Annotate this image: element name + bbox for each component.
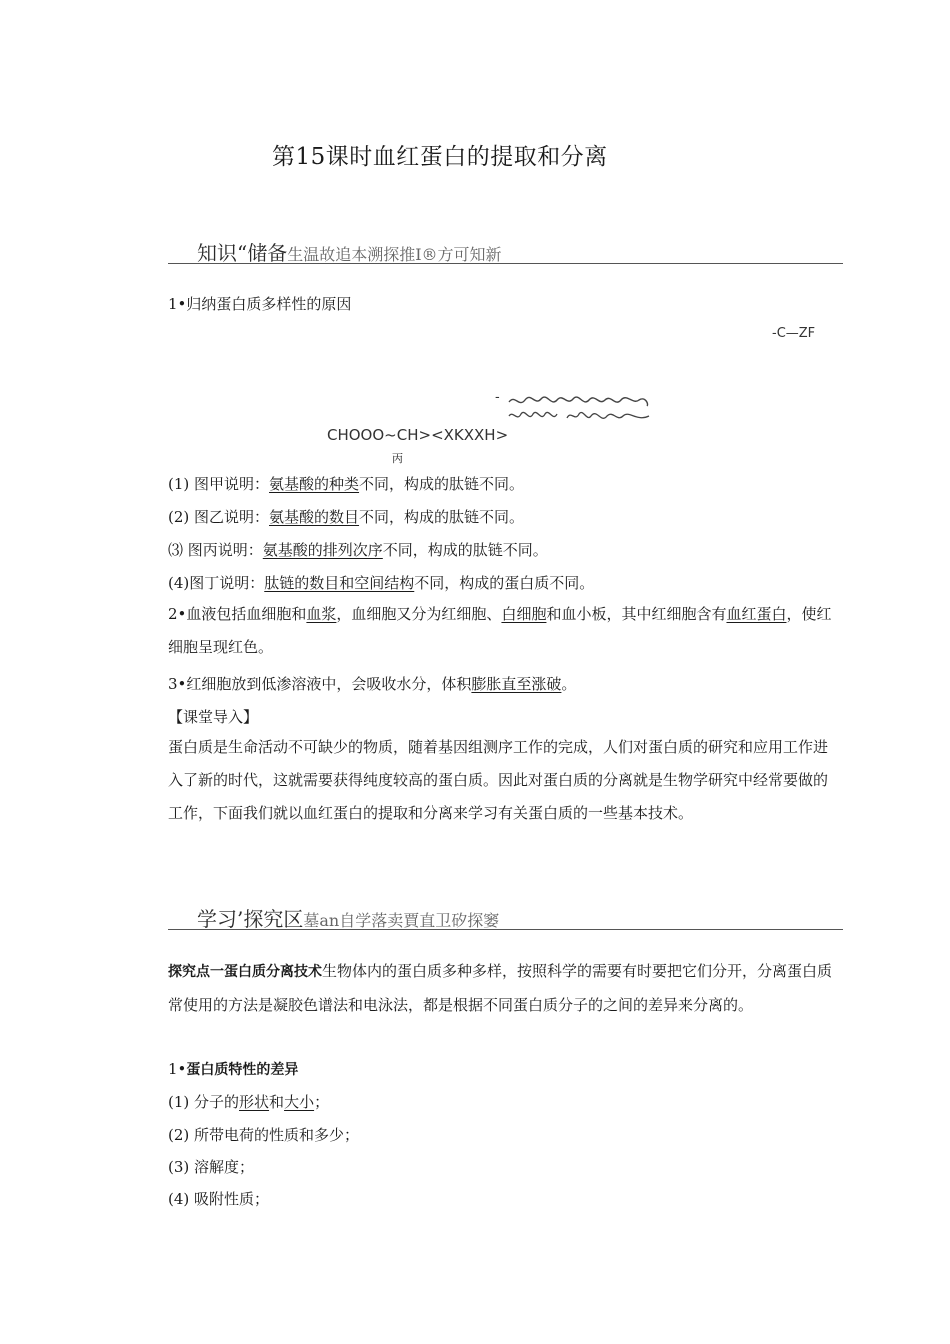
property-1-post: ；	[314, 1093, 330, 1111]
protein-squiggle-figure	[505, 392, 655, 432]
explanation-3	[168, 540, 548, 560]
section-header-main: 知识“储备	[197, 241, 288, 265]
section-header-sub-2: 墓an自学落卖賈直卫矽探窭	[303, 911, 500, 930]
section-divider	[168, 263, 843, 264]
figure-chain-label: CHOOO~CH><XKXXH>	[327, 426, 509, 444]
property-1-answer-shape: 形状	[239, 1093, 270, 1111]
explanation-2	[168, 507, 524, 527]
explanation-1	[168, 474, 524, 494]
explanation-4-pre: (4)图丁说明：	[168, 574, 265, 592]
explanation-1-post: 不同，构成的肽链不同。	[359, 475, 525, 493]
intro-heading: 【课堂导入】	[168, 708, 259, 726]
item-3-b: 。	[561, 675, 577, 693]
item-3-a: 3•红细胞放到低渗溶液中，会吸收水分，体积	[168, 675, 472, 693]
sub-1-prefix: 1•	[168, 1060, 187, 1078]
explanation-1-answer: 氨基酸的种类	[269, 475, 360, 493]
item-2-answer-hemoglobin: 血红蛋白	[726, 605, 787, 623]
sub-1-bold: 蛋白质特性的差异	[186, 1062, 299, 1078]
squiggle-chain-1	[509, 397, 648, 406]
section-header-sub: 生温故追本溯探推I®方可知新	[287, 245, 502, 264]
item-2-d: ，使红细胞呈现红色。	[168, 605, 832, 656]
explanation-2-pre: (2) 图乙说明：	[168, 508, 270, 526]
property-1-answer-size: 大小	[284, 1093, 315, 1111]
explanation-3-post: 不同，构成的肽链不同。	[382, 541, 548, 559]
explanation-3-pre: ⑶ 图丙说明：	[168, 541, 263, 559]
explanation-4-answer: 肽链的数目和空间结构	[264, 574, 415, 592]
squiggle-chain-2	[509, 412, 649, 418]
figure-dash: -	[495, 390, 500, 405]
item-1-title: 1•归纳蛋白质多样性的原因	[168, 295, 352, 313]
property-1-mid: 和	[269, 1093, 285, 1111]
figure-label-top: -C—ZF	[772, 326, 816, 341]
figure-label-bing: 丙	[392, 452, 403, 465]
explanation-2-post: 不同，构成的肽链不同。	[359, 508, 525, 526]
item-2-b: ，血细胞又分为红细胞、	[336, 605, 502, 623]
sub-1-title	[168, 1059, 298, 1080]
explore-point-title: 探究点一蛋白质分离技术	[168, 964, 322, 980]
explanation-2-answer: 氨基酸的数目	[269, 508, 360, 526]
item-2-c: 和血小板，其中红细胞含有	[546, 605, 727, 623]
item-2-a: 2•血液包括血细胞和	[168, 605, 307, 623]
property-3: (3) 溶解度；	[168, 1158, 255, 1176]
item-2-answer-wbc: 白细胞	[501, 605, 547, 623]
section-header-explore	[197, 903, 499, 932]
property-2: (2) 所带电荷的性质和多少；	[168, 1126, 360, 1144]
explanation-1-pre: (1) 图甲说明：	[168, 475, 270, 493]
explore-point-text: 生物体内的蛋白质多种多样，按照科学的需要有时要把它们分开，分离蛋白质常使用的方法是凝胶色谱法和电泳法，都是根据不同蛋白质分子的之间的差异来分离的。	[168, 962, 833, 1014]
explanation-3-answer: 氨基酸的排列次序	[262, 541, 383, 559]
section-divider-2	[168, 929, 843, 930]
page-title: 第15课时血红蛋白的提取和分离	[272, 144, 608, 170]
property-1	[168, 1092, 329, 1112]
explore-point-paragraph	[168, 955, 833, 1022]
item-3-answer: 膨胀直至涨破	[471, 675, 562, 693]
explanation-4	[168, 573, 594, 593]
property-1-pre: (1) 分子的	[168, 1093, 240, 1111]
section-header-knowledge	[197, 237, 502, 266]
item-2-paragraph	[168, 598, 833, 664]
item-3-paragraph	[168, 674, 576, 694]
item-2-answer-plasma: 血浆	[306, 605, 337, 623]
property-4: (4) 吸附性质；	[168, 1190, 270, 1208]
explanation-4-post: 不同，构成的蛋白质不同。	[414, 574, 595, 592]
section-header-main-2: 学习’探究区	[197, 907, 304, 931]
intro-paragraph: 蛋白质是生命活动不可缺少的物质，随着基因组测序工作的完成，人们对蛋白质的研究和应用工作进入了新的时代，这就需要获得纯度较高的蛋白质。因此对蛋白质的分离就是生物学研究中经常要做的工作，下面我们就以血红蛋白的提取和分离来学习有关蛋白质的一些基本技术。	[168, 738, 829, 822]
